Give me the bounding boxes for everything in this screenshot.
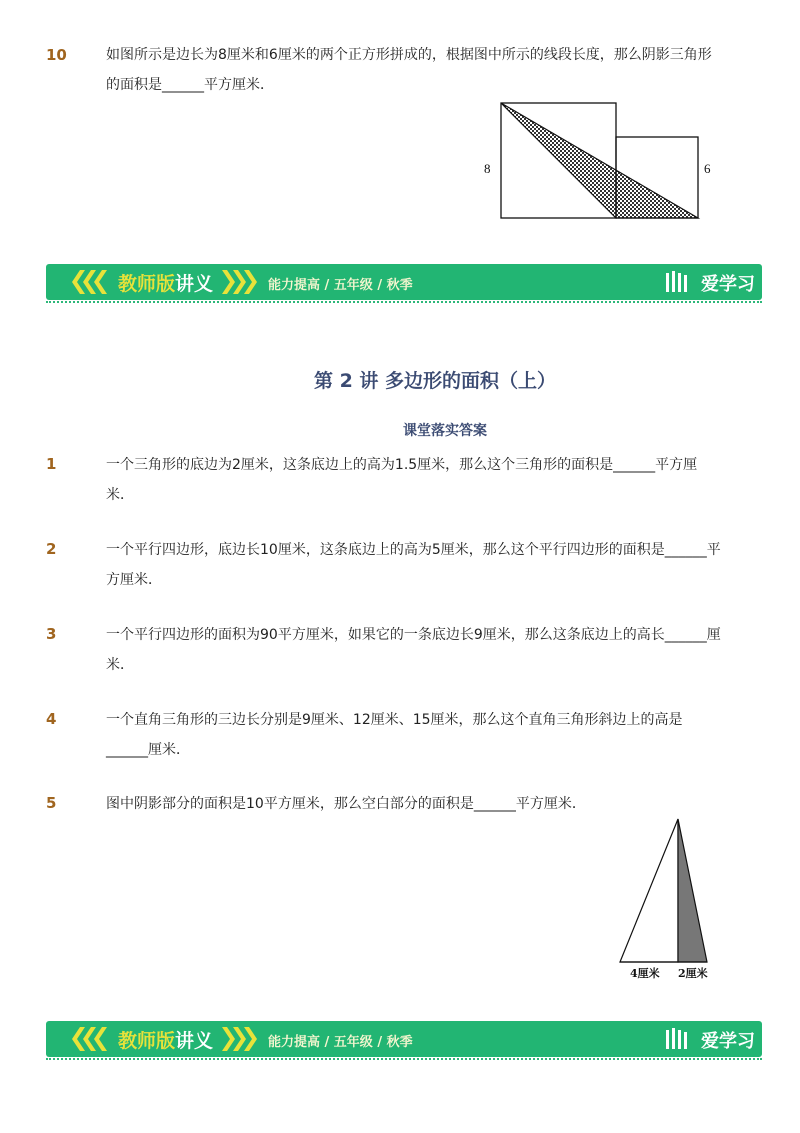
dotted-divider xyxy=(46,1058,762,1060)
question-text: 图中阴影部分的面积是10平方厘米，那么空白部分的面积是______平方厘米． xyxy=(106,796,586,812)
teacher-banner xyxy=(46,1021,762,1057)
question-text: 一个平行四边形，底边长10厘米，这条底边上的高为5厘米，那么这个平行四边形的面积是______平方厘米． xyxy=(106,542,721,588)
label-8: 8 xyxy=(484,161,491,176)
shaded-triangle xyxy=(678,819,707,962)
triangle-figure xyxy=(612,812,722,988)
label-2cm: 2厘米 xyxy=(678,967,708,980)
lecture-title: 第 2 讲 多边形的面积（上） xyxy=(313,370,557,392)
teacher-banner xyxy=(46,264,762,300)
question-number: 4 xyxy=(46,710,57,728)
question-number: 3 xyxy=(46,625,57,643)
brand-name: 爱学习 xyxy=(701,1031,755,1052)
shaded-triangle xyxy=(501,103,698,218)
question-number: 2 xyxy=(46,540,57,558)
question-number: 5 xyxy=(46,794,57,812)
banner-title: 教师版讲义 xyxy=(118,273,214,295)
question-text: 一个直角三角形的三边长分别是9厘米、12厘米、15厘米，那么这个直角三角形斜边上的高是______厘米． xyxy=(106,712,683,758)
two-squares-figure xyxy=(478,100,728,226)
banner-subtitle: 能力提高 / 五年级 / 秋季 xyxy=(268,1035,413,1050)
question-number: 10 xyxy=(46,46,67,64)
question-text: 一个三角形的底边为2厘米，这条底边上的高为1.5厘米，那么这个三角形的面积是______平方厘米． xyxy=(106,457,698,503)
blank-triangle xyxy=(620,819,678,962)
brand-name: 爱学习 xyxy=(701,274,755,295)
label-4cm: 4厘米 xyxy=(630,967,660,980)
banner-title: 教师版讲义 xyxy=(118,1030,214,1052)
banner-subtitle: 能力提高 / 五年级 / 秋季 xyxy=(268,278,413,293)
question-text: 一个平行四边形的面积为90平方厘米，如果它的一条底边长9厘米，那么这条底边上的高长______厘米． xyxy=(106,627,721,673)
question-text: 如图所示是边长为8厘米和6厘米的两个正方形拼成的，根据图中所示的线段长度，那么阴影三角形的面积是______平方厘米． xyxy=(106,47,712,93)
question-number: 1 xyxy=(46,455,57,473)
label-6: 6 xyxy=(704,161,711,176)
dotted-divider xyxy=(46,301,762,303)
section-title: 课堂落实答案 xyxy=(403,423,487,439)
